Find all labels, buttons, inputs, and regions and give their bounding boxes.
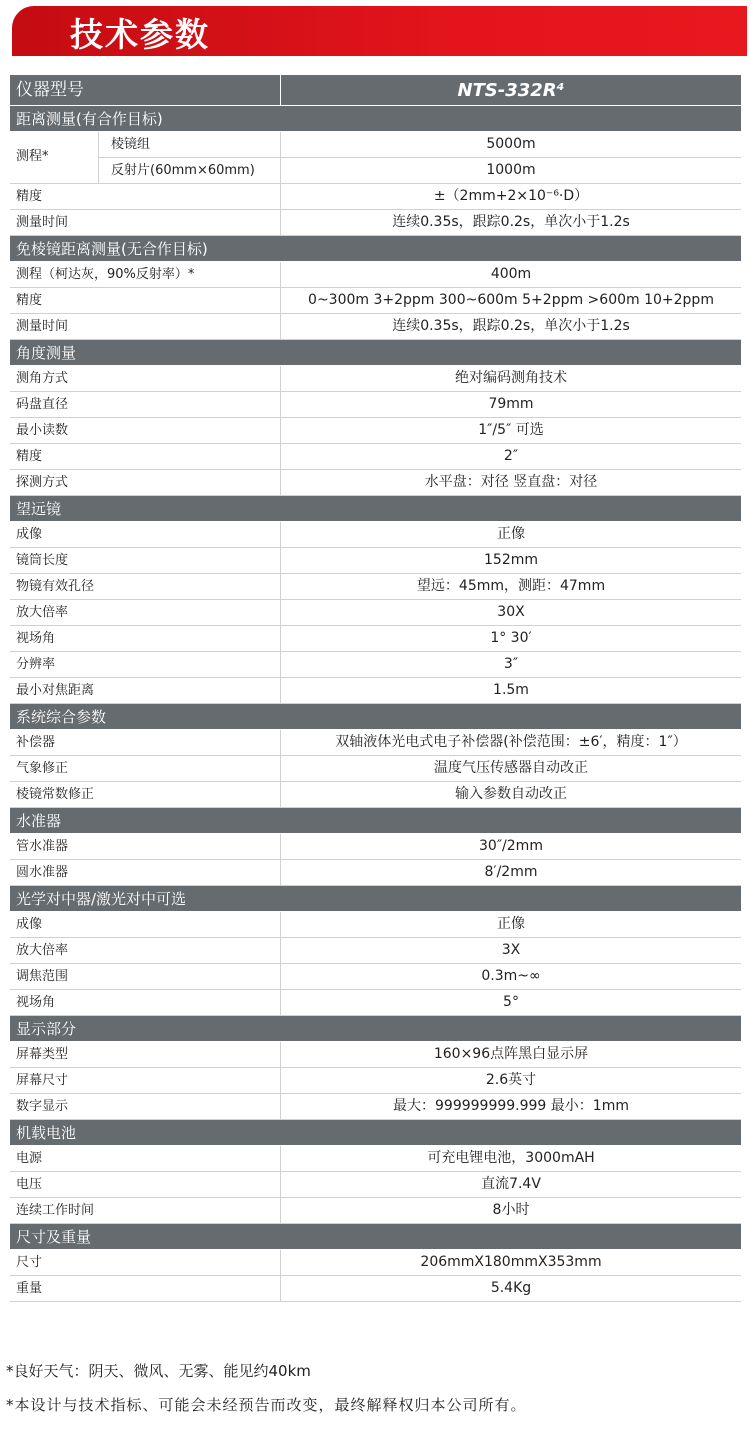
range-group xyxy=(10,132,741,184)
spec-label: 镜筒长度 xyxy=(16,553,69,568)
section-title: 角度测量 xyxy=(16,344,77,362)
spec-value: 最大：999999999.999 最小：1mm xyxy=(280,1094,741,1119)
spec-value: 0.3m~∞ xyxy=(280,964,741,989)
section-title: 尺寸及重量 xyxy=(16,1228,92,1246)
spec-label: 屏幕尺寸 xyxy=(16,1073,69,1088)
spec-row xyxy=(10,938,741,964)
spec-label: 测量时间 xyxy=(16,319,69,334)
spec-row xyxy=(10,522,741,548)
spec-value: 8小时 xyxy=(280,1198,741,1223)
spec-row xyxy=(10,730,741,756)
section-header xyxy=(10,886,741,912)
model-value: NTS-332R⁴ xyxy=(280,75,741,105)
spec-label: 电压 xyxy=(16,1177,43,1192)
spec-label: 重量 xyxy=(16,1281,43,1296)
spec-label: 测程（柯达灰，90%反射率）* xyxy=(16,267,195,282)
section-title: 免棱镜距离测量(无合作目标) xyxy=(16,240,208,258)
spec-label: 码盘直径 xyxy=(16,397,69,412)
spec-row xyxy=(10,470,741,496)
section-title: 光学对中器/激光对中可选 xyxy=(16,890,187,908)
spec-value: 绝对编码测角技术 xyxy=(280,366,741,391)
spec-value: 5° xyxy=(280,990,741,1015)
spec-value: 水平盘：对径 竖直盘：对径 xyxy=(280,470,741,495)
spec-label: 连续工作时间 xyxy=(16,1203,95,1218)
spec-value: 206mmX180mmX353mm xyxy=(280,1250,741,1275)
spec-row xyxy=(10,1172,741,1198)
spec-row xyxy=(10,860,741,886)
spec-value: 3″ xyxy=(280,652,741,677)
prism-label: 棱镜组 xyxy=(99,132,280,158)
spec-label: 气象修正 xyxy=(16,761,69,776)
spec-value: 1″/5″ 可选 xyxy=(280,418,741,443)
spec-row xyxy=(10,1146,741,1172)
footnote-weather: *良好天气：阴天、微风、无雾、能见约40km xyxy=(6,1362,311,1380)
spec-value: 连续0.35s，跟踪0.2s，单次小于1.2s xyxy=(280,314,741,339)
spec-label: 成像 xyxy=(16,917,43,932)
spec-row xyxy=(10,834,741,860)
spec-value: 8′/2mm xyxy=(280,860,741,885)
spec-value: 望远：45mm，测距：47mm xyxy=(280,574,741,599)
spec-label: 精度 xyxy=(16,189,43,204)
spec-row xyxy=(10,1094,741,1120)
spec-row xyxy=(10,574,741,600)
section-title: 距离测量(有合作目标) xyxy=(16,110,163,128)
spec-label: 数字显示 xyxy=(16,1099,69,1114)
spec-row xyxy=(10,1042,741,1068)
spec-label: 测角方式 xyxy=(16,371,69,386)
spec-value: 30″/2mm xyxy=(280,834,741,859)
spec-row xyxy=(10,210,741,236)
spec-label: 调焦范围 xyxy=(16,969,69,984)
spec-label: 测量时间 xyxy=(16,215,69,230)
spec-row xyxy=(10,964,741,990)
spec-value: 连续0.35s，跟踪0.2s，单次小于1.2s xyxy=(280,210,741,235)
spec-label: 精度 xyxy=(16,449,43,464)
spec-value: 温度气压传感器自动改正 xyxy=(280,756,741,781)
spec-row xyxy=(10,600,741,626)
section-title: 显示部分 xyxy=(16,1020,77,1038)
spec-row xyxy=(10,912,741,938)
spec-value: 直流7.4V xyxy=(280,1172,741,1197)
range-label: 测程* xyxy=(16,149,49,164)
spec-value: 正像 xyxy=(280,912,741,937)
spec-row xyxy=(10,1276,741,1302)
spec-label: 补偿器 xyxy=(16,735,56,750)
spec-row xyxy=(10,1068,741,1094)
sheet-value: 1000m xyxy=(486,162,536,178)
spec-row xyxy=(10,756,741,782)
spec-row xyxy=(10,548,741,574)
spec-label: 探测方式 xyxy=(16,475,69,490)
spec-row xyxy=(10,262,741,288)
spec-label: 物镜有效孔径 xyxy=(16,579,95,594)
section-title: 系统综合参数 xyxy=(16,708,107,726)
spec-row xyxy=(10,652,741,678)
spec-row xyxy=(10,366,741,392)
spec-value: 5.4Kg xyxy=(280,1276,741,1301)
spec-row xyxy=(10,314,741,340)
spec-label: 尺寸 xyxy=(16,1255,43,1270)
spec-label: 视场角 xyxy=(16,995,56,1010)
spec-label: 屏幕类型 xyxy=(16,1047,69,1062)
prism-value: 5000m xyxy=(281,132,741,158)
spec-value: 输入参数自动改正 xyxy=(280,782,741,807)
section-title: 望远镜 xyxy=(16,500,62,518)
section-header xyxy=(10,1016,741,1042)
spec-value: 正像 xyxy=(280,522,741,547)
spec-row xyxy=(10,1198,741,1224)
spec-label: 视场角 xyxy=(16,631,56,646)
spec-row xyxy=(10,184,741,210)
spec-table xyxy=(10,75,741,1302)
spec-value: ±（2mm+2×10⁻⁶·D） xyxy=(280,184,741,209)
spec-row xyxy=(10,990,741,1016)
spec-row xyxy=(10,782,741,808)
section-header xyxy=(10,1224,741,1250)
spec-value: 400m xyxy=(280,262,741,287)
spec-value: 1.5m xyxy=(280,678,741,703)
spec-row xyxy=(10,418,741,444)
spec-value: 3X xyxy=(280,938,741,963)
spec-row xyxy=(10,1250,741,1276)
spec-value: 可充电锂电池，3000mAH xyxy=(280,1146,741,1171)
spec-value: 79mm xyxy=(280,392,741,417)
spec-value: 0~300m 3+2ppm 300~600m 5+2ppm >600m 10+2ppm xyxy=(280,288,741,313)
spec-label: 最小对焦距离 xyxy=(16,683,95,698)
title-banner xyxy=(12,6,747,56)
spec-value: 160×96点阵黑白显示屏 xyxy=(280,1042,741,1067)
spec-value: 152mm xyxy=(280,548,741,573)
spec-label: 放大倍率 xyxy=(16,943,69,958)
spec-label: 精度 xyxy=(16,293,43,308)
section-header xyxy=(10,236,741,262)
section-title: 水准器 xyxy=(16,812,62,830)
section-header xyxy=(10,340,741,366)
spec-label: 管水准器 xyxy=(16,839,69,854)
spec-row xyxy=(10,444,741,470)
spec-value: 30X xyxy=(280,600,741,625)
section-header xyxy=(10,1120,741,1146)
spec-value: 2″ xyxy=(280,444,741,469)
spec-value: 1° 30′ xyxy=(280,626,741,651)
section-header xyxy=(10,106,741,132)
section-header xyxy=(10,496,741,522)
sheet-label: 反射片(60mm×60mm) xyxy=(111,163,255,178)
spec-row xyxy=(10,678,741,704)
spec-row xyxy=(10,392,741,418)
spec-label: 分辨率 xyxy=(16,657,56,672)
section-title: 机载电池 xyxy=(16,1124,77,1142)
spec-label: 棱镜常数修正 xyxy=(16,787,95,802)
section-header xyxy=(10,704,741,730)
model-label: 仪器型号 xyxy=(16,80,84,100)
spec-label: 电源 xyxy=(16,1151,43,1166)
section-header xyxy=(10,808,741,834)
page-title: 技术参数 xyxy=(70,15,210,54)
spec-label: 放大倍率 xyxy=(16,605,69,620)
footnote-disclaimer: *本设计与技术指标、可能会未经预告而改变，最终解释权归本公司所有。 xyxy=(6,1396,527,1414)
spec-label: 成像 xyxy=(16,527,43,542)
spec-row xyxy=(10,626,741,652)
spec-value: 双轴液体光电式电子补偿器(补偿范围：±6′，精度：1″） xyxy=(280,730,741,755)
spec-label: 最小读数 xyxy=(16,423,69,438)
model-row xyxy=(10,75,741,106)
spec-row xyxy=(10,288,741,314)
spec-value: 2.6英寸 xyxy=(280,1068,741,1093)
spec-label: 圆水准器 xyxy=(16,865,69,880)
